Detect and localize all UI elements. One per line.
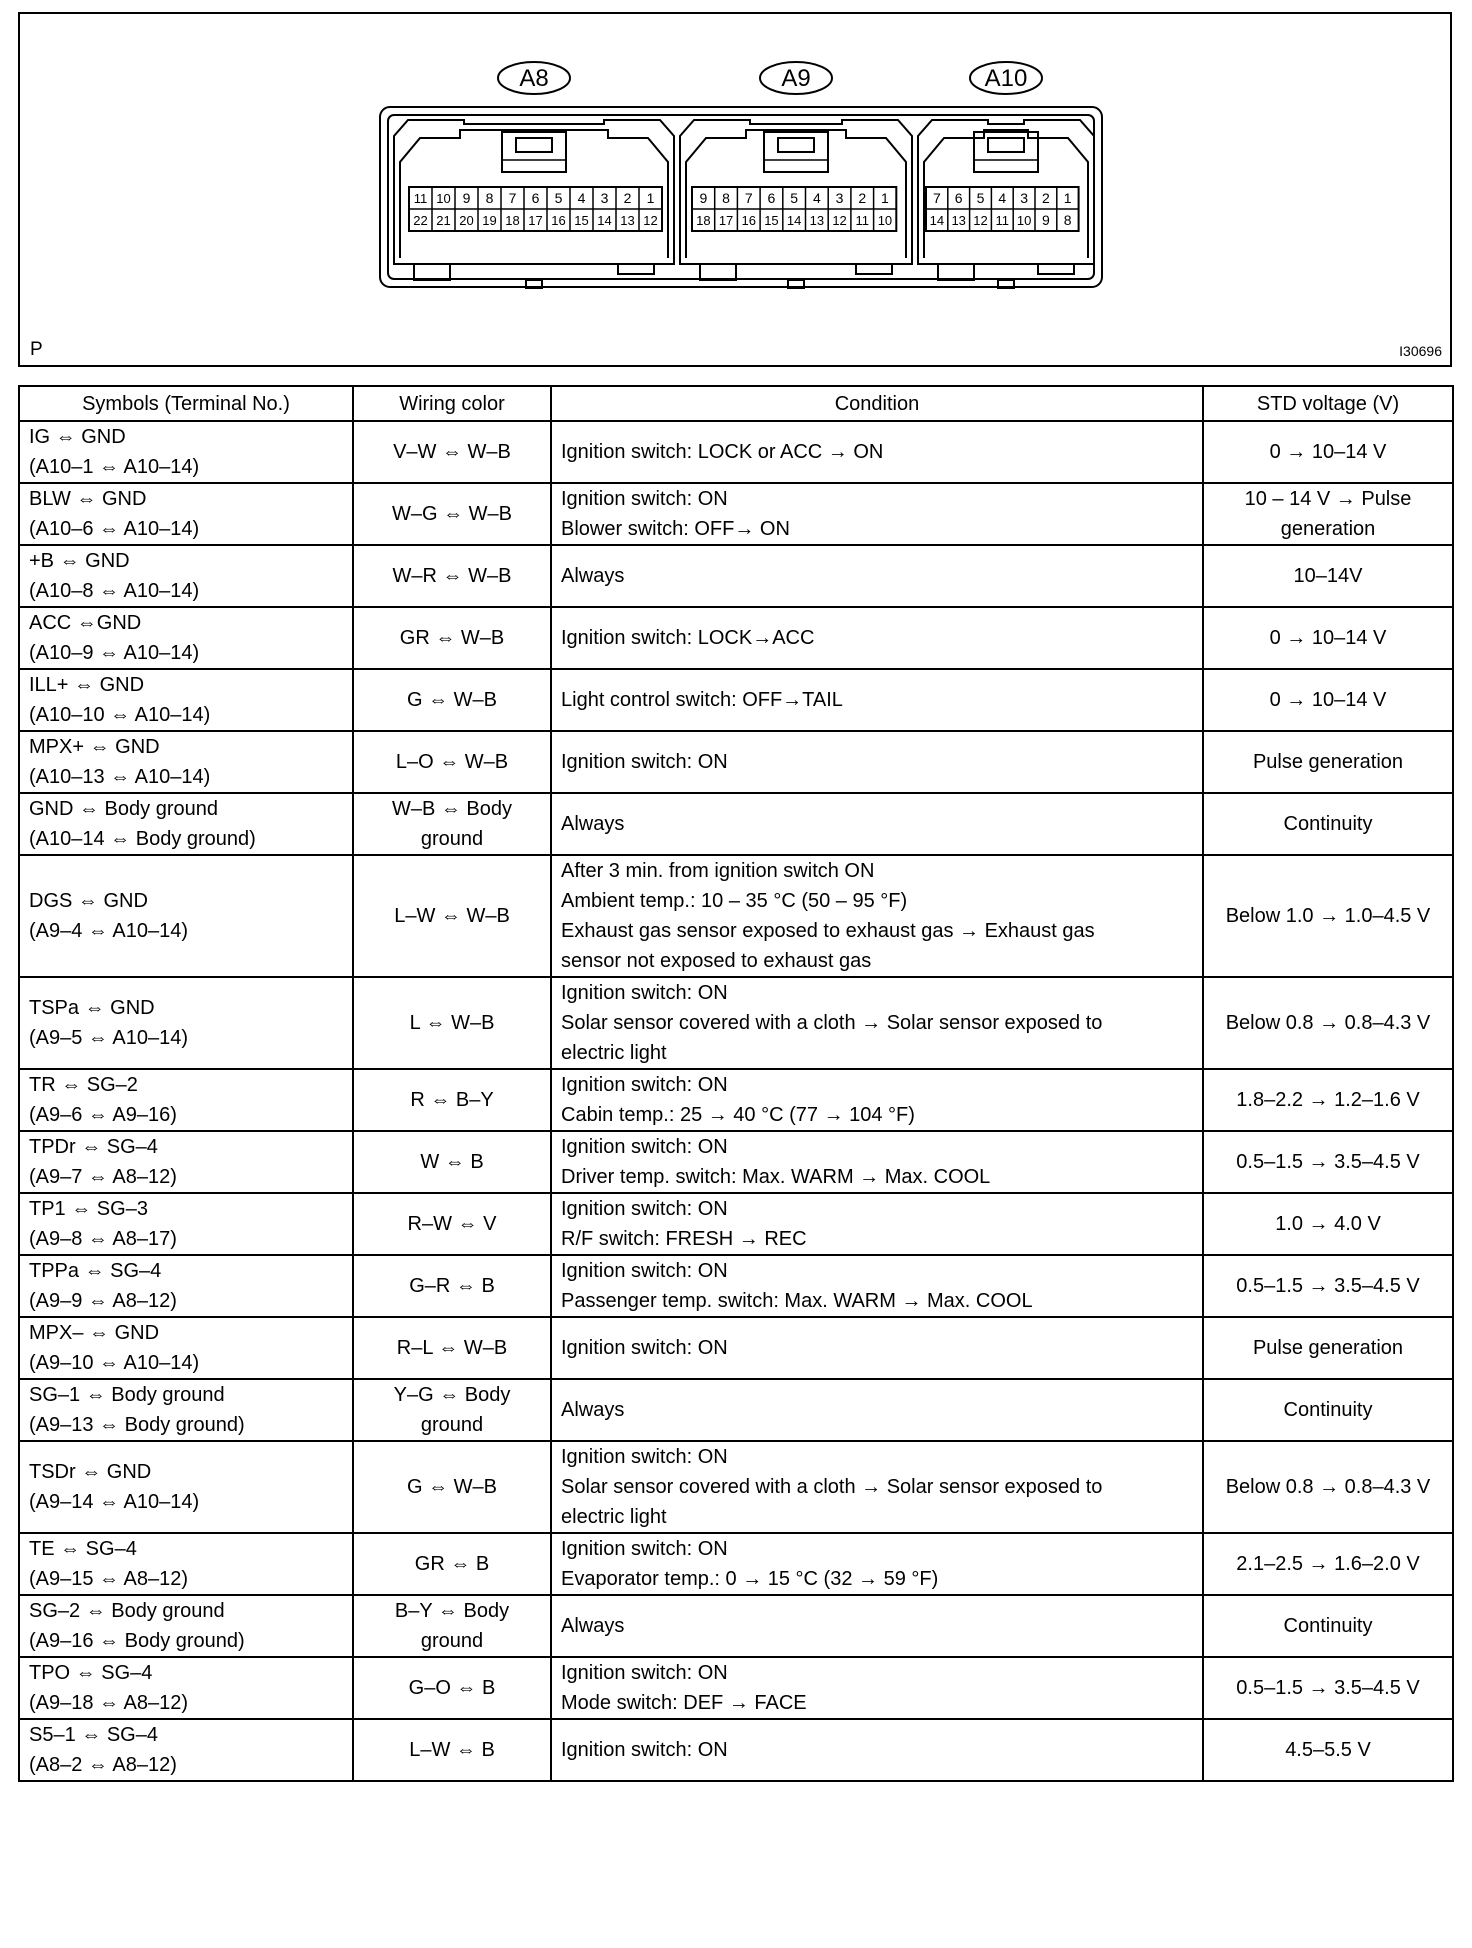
condition-cell	[551, 545, 1203, 607]
symbol-cell	[19, 1719, 353, 1781]
table-row	[19, 421, 1453, 483]
condition-cell	[551, 1441, 1203, 1533]
pin-number: 9	[462, 190, 471, 206]
condition-cell	[551, 793, 1203, 855]
symbol-line: TPO ⇔ SG–4	[29, 1662, 153, 1684]
pin-number: 10	[877, 213, 893, 228]
pin-number: 8	[485, 190, 494, 206]
wiring-color-cell	[353, 1657, 551, 1719]
pin-number: 2	[1042, 190, 1050, 206]
wiring-line: R ⇔ B–Y	[410, 1089, 494, 1111]
symbol-cell	[19, 1441, 353, 1533]
wiring-color-cell	[353, 1193, 551, 1255]
wiring-line: W–B ⇔ Body	[391, 798, 513, 820]
symbol-line: (A10–10 ⇔ A10–14)	[29, 704, 211, 726]
figure-image-code: I30696	[1399, 343, 1442, 359]
condition-line: Ignition switch: ON	[561, 751, 728, 773]
figure-corner-letter: P	[30, 339, 43, 360]
std-voltage-cell	[1203, 1255, 1453, 1317]
symbol-line: (A9–16 ⇔ Body ground)	[29, 1630, 245, 1652]
condition-line: electric light	[561, 1506, 667, 1528]
symbol-line: GND ⇔ Body ground	[29, 798, 218, 820]
table-row	[19, 669, 1453, 731]
condition-line: After 3 min. from ignition switch ON	[561, 860, 875, 882]
symbol-line: (A9–7 ⇔ A8–12)	[29, 1166, 177, 1188]
condition-line: Ignition switch: ON	[561, 1538, 728, 1560]
symbol-cell	[19, 1069, 353, 1131]
condition-cell	[551, 1131, 1203, 1193]
pin-number: 11	[413, 191, 428, 206]
wiring-color-cell	[353, 731, 551, 793]
wiring-color-cell	[353, 1719, 551, 1781]
symbol-line: TPDr ⇔ SG–4	[29, 1136, 158, 1158]
condition-line: Exhaust gas sensor exposed to exhaust gas → Exhaust gas	[561, 920, 1095, 942]
symbol-line: (A9–18 ⇔ A8–12)	[29, 1692, 188, 1714]
symbol-line: (A10–8 ⇔ A10–14)	[29, 580, 200, 602]
symbol-line: ILL+ ⇔ GND	[29, 674, 145, 696]
condition-line: Driver temp. switch: Max. WARM → Max. COOL	[561, 1166, 991, 1188]
connector-label: A8	[519, 65, 549, 92]
pin-number: 1	[646, 190, 655, 206]
voltage-line: 0.5–1.5 → 3.5–4.5 V	[1236, 1151, 1420, 1173]
symbol-line: (A10–6 ⇔ A10–14)	[29, 518, 200, 540]
condition-line: electric light	[561, 1042, 667, 1064]
symbol-line: TR ⇔ SG–2	[29, 1074, 138, 1096]
wiring-line: L–W ⇔ W–B	[394, 905, 510, 927]
condition-line: Ignition switch: ON	[561, 1337, 728, 1359]
condition-line: Ignition switch: ON	[561, 488, 728, 510]
pin-number: 17	[528, 213, 543, 228]
wiring-line: G ⇔ W–B	[406, 1476, 497, 1498]
voltage-line: Pulse generation	[1252, 751, 1404, 773]
condition-cell	[551, 977, 1203, 1069]
wiring-line: ground	[420, 828, 484, 850]
condition-cell	[551, 731, 1203, 793]
voltage-line: Continuity	[1283, 1399, 1373, 1421]
voltage-line: generation	[1280, 518, 1376, 540]
std-voltage-cell	[1203, 1317, 1453, 1379]
pin-number: 19	[482, 213, 497, 228]
condition-line: Ignition switch: ON	[561, 1260, 728, 1282]
condition-line: sensor not exposed to exhaust gas	[561, 950, 872, 972]
pin-number: 3	[835, 190, 844, 206]
condition-line: Solar sensor covered with a cloth → Solar sensor exposed to	[561, 1012, 1103, 1034]
condition-cell	[551, 1255, 1203, 1317]
wiring-line: G–R ⇔ B	[409, 1275, 495, 1297]
wiring-color-cell	[353, 421, 551, 483]
voltage-line: 2.1–2.5 → 1.6–2.0 V	[1236, 1553, 1420, 1575]
wiring-color-cell	[353, 545, 551, 607]
table-row	[19, 1131, 1453, 1193]
table-row	[19, 607, 1453, 669]
condition-cell	[551, 1379, 1203, 1441]
wiring-color-cell	[353, 1533, 551, 1595]
voltage-line: Continuity	[1283, 1615, 1373, 1637]
condition-line: Passenger temp. switch: Max. WARM → Max. COOL	[561, 1290, 1033, 1312]
wiring-color-cell	[353, 483, 551, 545]
voltage-line: 0.5–1.5 → 3.5–4.5 V	[1236, 1677, 1420, 1699]
connector-a9	[680, 62, 912, 288]
std-voltage-cell	[1203, 669, 1453, 731]
pin-number: 20	[459, 213, 474, 228]
wiring-color-cell	[353, 977, 551, 1069]
voltage-line: 4.5–5.5 V	[1285, 1739, 1371, 1761]
symbol-line: TSPa ⇔ GND	[29, 997, 155, 1019]
voltage-line: 10 – 14 V → Pulse	[1244, 488, 1412, 510]
condition-line: Blower switch: OFF→ ON	[561, 518, 790, 540]
table-row	[19, 1595, 1453, 1657]
wiring-line: L–W ⇔ B	[409, 1739, 495, 1761]
symbol-line: TSDr ⇔ GND	[29, 1461, 152, 1483]
pin-number: 16	[551, 213, 566, 228]
pin-number: 7	[508, 190, 517, 206]
symbol-cell	[19, 1657, 353, 1719]
table-row	[19, 1069, 1453, 1131]
pin-number: 8	[1063, 212, 1072, 228]
pin-number: 6	[767, 190, 776, 206]
wiring-color-cell	[353, 669, 551, 731]
pin-number: 3	[600, 190, 609, 206]
connector-label: A9	[781, 65, 811, 92]
condition-line: Solar sensor covered with a cloth → Solar sensor exposed to	[561, 1476, 1103, 1498]
wiring-line: G–O ⇔ B	[408, 1677, 496, 1699]
wiring-line: Y–G ⇔ Body	[393, 1384, 511, 1406]
connector-diagram	[20, 14, 1450, 365]
symbol-line: S5–1 ⇔ SG–4	[29, 1724, 158, 1746]
wiring-line: R–L ⇔ W–B	[396, 1337, 508, 1359]
symbol-line: (A10–14 ⇔ Body ground)	[29, 828, 256, 850]
condition-line: Ignition switch: ON	[561, 1074, 728, 1096]
std-voltage-cell	[1203, 1657, 1453, 1719]
pin-number: 10	[436, 191, 451, 206]
table-row	[19, 1441, 1453, 1533]
terminal-table	[18, 385, 1454, 1782]
voltage-line: 0 → 10–14 V	[1269, 689, 1387, 711]
std-voltage-cell	[1203, 1533, 1453, 1595]
connector-a10	[918, 62, 1094, 288]
condition-cell	[551, 1317, 1203, 1379]
symbol-cell	[19, 855, 353, 977]
pin-number: 21	[436, 213, 451, 228]
std-voltage-cell	[1203, 1595, 1453, 1657]
condition-line: Cabin temp.: 25 → 40 °C (77 → 104 °F)	[561, 1104, 915, 1126]
std-voltage-cell	[1203, 545, 1453, 607]
std-voltage-cell	[1203, 607, 1453, 669]
condition-cell	[551, 1595, 1203, 1657]
table-header-row	[19, 386, 1453, 421]
voltage-line: 1.8–2.2 → 1.2–1.6 V	[1236, 1089, 1420, 1111]
condition-cell	[551, 1193, 1203, 1255]
pin-number: 9	[699, 190, 708, 206]
symbol-line: (A9–5 ⇔ A10–14)	[29, 1027, 188, 1049]
symbol-line: TPPa ⇔ SG–4	[29, 1260, 162, 1282]
condition-cell	[551, 1657, 1203, 1719]
std-voltage-cell	[1203, 1719, 1453, 1781]
symbol-cell	[19, 607, 353, 669]
pin-number: 7	[744, 190, 753, 206]
wiring-line: B–Y ⇔ Body	[394, 1600, 510, 1622]
header-symbols: Symbols (Terminal No.)	[19, 386, 353, 421]
wiring-color-cell	[353, 1255, 551, 1317]
pin-number: 5	[554, 190, 563, 206]
pin-number: 13	[809, 213, 825, 228]
pin-number: 4	[577, 190, 586, 206]
table-row	[19, 1255, 1453, 1317]
table-row	[19, 1719, 1453, 1781]
table-row	[19, 731, 1453, 793]
table-row	[19, 977, 1453, 1069]
symbol-cell	[19, 483, 353, 545]
condition-line: Ignition switch: ON	[561, 1446, 728, 1468]
std-voltage-cell	[1203, 731, 1453, 793]
wiring-line: GR ⇔ W–B	[399, 627, 505, 649]
symbol-cell	[19, 731, 353, 793]
std-voltage-cell	[1203, 793, 1453, 855]
table-row	[19, 545, 1453, 607]
symbol-line: (A9–8 ⇔ A8–17)	[29, 1228, 177, 1250]
pin-number: 18	[696, 213, 711, 228]
condition-cell	[551, 421, 1203, 483]
voltage-line: Pulse generation	[1252, 1337, 1404, 1359]
pin-number: 15	[574, 213, 589, 228]
symbol-line: ACC ⇔GND	[29, 612, 142, 634]
wiring-color-cell	[353, 1069, 551, 1131]
std-voltage-cell	[1203, 855, 1453, 977]
pin-number: 6	[954, 190, 963, 206]
condition-line: Ignition switch: ON	[561, 1739, 728, 1761]
pin-number: 12	[973, 213, 988, 228]
pin-number: 2	[623, 190, 632, 206]
pin-number: 3	[1020, 190, 1028, 206]
symbol-line: (A10–13 ⇔ A10–14)	[29, 766, 211, 788]
wiring-color-cell	[353, 1379, 551, 1441]
symbol-line: MPX– ⇔ GND	[29, 1322, 160, 1344]
symbol-cell	[19, 669, 353, 731]
pin-number: 4	[998, 190, 1007, 206]
symbol-line: BLW ⇔ GND	[29, 488, 147, 510]
condition-cell	[551, 607, 1203, 669]
wiring-color-cell	[353, 1131, 551, 1193]
symbol-line: TE ⇔ SG–4	[29, 1538, 137, 1560]
pin-number: 6	[531, 190, 540, 206]
condition-line: Always	[561, 565, 625, 587]
wiring-line: V–W ⇔ W–B	[393, 441, 511, 463]
pin-number: 2	[858, 190, 867, 206]
symbol-cell	[19, 1379, 353, 1441]
condition-line: Always	[561, 813, 625, 835]
pin-number: 11	[995, 213, 1010, 228]
condition-cell	[551, 1719, 1203, 1781]
condition-cell	[551, 669, 1203, 731]
connector-figure	[18, 12, 1452, 367]
wiring-line: W–G ⇔ W–B	[391, 503, 512, 525]
wiring-line: W ⇔ B	[420, 1151, 484, 1173]
pin-number: 13	[951, 213, 966, 228]
wiring-line: R–W ⇔ V	[407, 1213, 497, 1235]
symbol-cell	[19, 1193, 353, 1255]
symbol-line: SG–2 ⇔ Body ground	[29, 1600, 225, 1622]
condition-cell	[551, 855, 1203, 977]
pin-number: 14	[929, 213, 945, 228]
condition-line: Ignition switch: ON	[561, 982, 728, 1004]
symbol-line: (A9–15 ⇔ A8–12)	[29, 1568, 188, 1590]
pin-number: 15	[764, 213, 779, 228]
symbol-line: +B ⇔ GND	[29, 550, 130, 572]
wiring-line: G ⇔ W–B	[406, 689, 497, 711]
connector-label: A10	[984, 65, 1028, 92]
voltage-line: Below 0.8 → 0.8–4.3 V	[1225, 1476, 1431, 1498]
table-row	[19, 1317, 1453, 1379]
connector-a8	[394, 62, 674, 288]
std-voltage-cell	[1203, 1069, 1453, 1131]
pin-number: 22	[413, 213, 428, 228]
voltage-line: 1.0 → 4.0 V	[1275, 1213, 1381, 1235]
symbol-line: MPX+ ⇔ GND	[29, 736, 160, 758]
voltage-line: 0 → 10–14 V	[1269, 441, 1387, 463]
condition-line: Ignition switch: ON	[561, 1136, 728, 1158]
pin-number: 5	[976, 190, 985, 206]
condition-line: Ignition switch: LOCK or ACC → ON	[561, 441, 884, 463]
condition-line: Always	[561, 1399, 625, 1421]
condition-cell	[551, 1069, 1203, 1131]
pin-number: 5	[790, 190, 799, 206]
pin-number: 14	[786, 213, 802, 228]
table-row	[19, 1379, 1453, 1441]
pin-number: 4	[812, 190, 821, 206]
symbol-cell	[19, 1317, 353, 1379]
wiring-color-cell	[353, 1441, 551, 1533]
symbol-line: (A9–9 ⇔ A8–12)	[29, 1290, 177, 1312]
symbol-line: (A9–14 ⇔ A10–14)	[29, 1491, 200, 1513]
pin-number: 13	[620, 213, 635, 228]
symbol-cell	[19, 1595, 353, 1657]
symbol-line: (A10–1 ⇔ A10–14)	[29, 456, 200, 478]
symbol-cell	[19, 1533, 353, 1595]
header-condition: Condition	[551, 386, 1203, 421]
wiring-color-cell	[353, 1595, 551, 1657]
wiring-line: W–R ⇔ W–B	[392, 565, 512, 587]
wiring-line: L–O ⇔ W–B	[395, 751, 509, 773]
symbol-line: (A9–10 ⇔ A10–14)	[29, 1352, 200, 1374]
condition-line: Mode switch: DEF → FACE	[561, 1692, 807, 1714]
pin-number: 17	[718, 213, 734, 228]
symbol-line: (A9–13 ⇔ Body ground)	[29, 1414, 245, 1436]
symbol-cell	[19, 1255, 353, 1317]
pin-number: 1	[1063, 190, 1072, 206]
symbol-line: (A9–4 ⇔ A10–14)	[29, 920, 188, 942]
std-voltage-cell	[1203, 1379, 1453, 1441]
pin-number: 9	[1042, 212, 1050, 228]
voltage-line: Below 0.8 → 0.8–4.3 V	[1225, 1012, 1431, 1034]
wiring-line: ground	[420, 1414, 484, 1436]
condition-line: Ignition switch: ON	[561, 1198, 728, 1220]
header-wiring-color: Wiring color	[353, 386, 551, 421]
wiring-line: ground	[420, 1630, 484, 1652]
pin-number: 12	[832, 213, 847, 228]
symbol-line: (A8–2 ⇔ A8–12)	[29, 1754, 177, 1776]
condition-line: Light control switch: OFF→TAIL	[561, 689, 843, 711]
std-voltage-cell	[1203, 483, 1453, 545]
voltage-line: Continuity	[1283, 813, 1373, 835]
pin-number: 10	[1016, 213, 1032, 228]
voltage-line: 0 → 10–14 V	[1269, 627, 1387, 649]
wiring-color-cell	[353, 1317, 551, 1379]
condition-cell	[551, 1533, 1203, 1595]
condition-line: Ignition switch: LOCK→ACC	[561, 627, 815, 649]
pin-number: 18	[505, 213, 520, 228]
symbol-line: TP1 ⇔ SG–3	[29, 1198, 148, 1220]
symbol-cell	[19, 1131, 353, 1193]
symbol-cell	[19, 545, 353, 607]
symbol-cell	[19, 421, 353, 483]
table-row	[19, 793, 1453, 855]
wiring-color-cell	[353, 855, 551, 977]
table-row	[19, 1533, 1453, 1595]
condition-cell	[551, 483, 1203, 545]
symbol-cell	[19, 793, 353, 855]
std-voltage-cell	[1203, 977, 1453, 1069]
pin-number: 7	[933, 190, 941, 206]
table-row	[19, 1193, 1453, 1255]
condition-line: Ignition switch: ON	[561, 1662, 728, 1684]
condition-line: Always	[561, 1615, 625, 1637]
symbol-cell	[19, 977, 353, 1069]
wiring-line: GR ⇔ B	[414, 1553, 490, 1575]
header-std-voltage: STD voltage (V)	[1203, 386, 1453, 421]
table-row	[19, 483, 1453, 545]
table-row	[19, 855, 1453, 977]
std-voltage-cell	[1203, 421, 1453, 483]
wiring-color-cell	[353, 793, 551, 855]
std-voltage-cell	[1203, 1131, 1453, 1193]
symbol-line: SG–1 ⇔ Body ground	[29, 1384, 225, 1406]
voltage-line: Below 1.0 → 1.0–4.5 V	[1225, 905, 1431, 927]
pin-number: 8	[722, 190, 730, 206]
table-row	[19, 1657, 1453, 1719]
symbol-line: DGS ⇔ GND	[29, 890, 148, 912]
pin-number: 1	[881, 190, 889, 206]
pin-number: 16	[741, 213, 756, 228]
condition-line: Evaporator temp.: 0 → 15 °C (32 → 59 °F)	[561, 1568, 939, 1590]
std-voltage-cell	[1203, 1441, 1453, 1533]
pin-number: 14	[597, 213, 612, 228]
symbol-line: IG ⇔ GND	[29, 426, 126, 448]
symbol-line: (A10–9 ⇔ A10–14)	[29, 642, 200, 664]
pin-number: 12	[643, 213, 658, 228]
pin-number: 11	[855, 213, 869, 228]
voltage-line: 0.5–1.5 → 3.5–4.5 V	[1236, 1275, 1420, 1297]
condition-line: Ambient temp.: 10 – 35 °C (50 – 95 °F)	[561, 890, 908, 912]
std-voltage-cell	[1203, 1193, 1453, 1255]
voltage-line: 10–14V	[1293, 565, 1363, 587]
wiring-color-cell	[353, 607, 551, 669]
wiring-line: L ⇔ W–B	[409, 1012, 495, 1034]
symbol-line: (A9–6 ⇔ A9–16)	[29, 1104, 177, 1126]
condition-line: R/F switch: FRESH → REC	[561, 1228, 807, 1250]
